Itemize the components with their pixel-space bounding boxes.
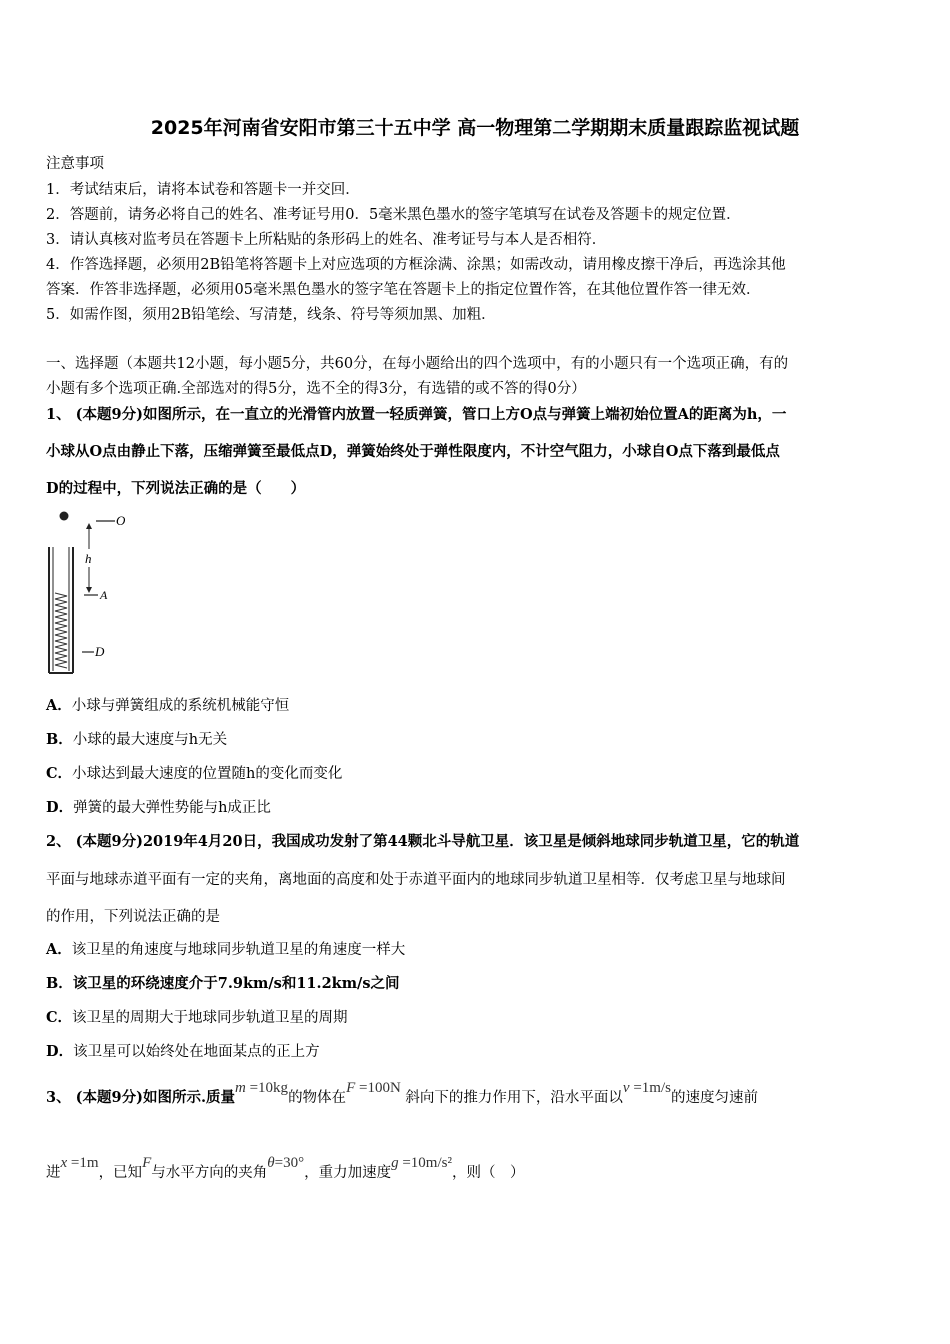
q2-option-c: C．该卫星的周期大于地球同步轨道卫星的周期 (46, 1009, 348, 1026)
notice-item: 2．答题前，请务必将自己的姓名、准考证号用0．5毫米黑色墨水的签字笔填写在试卷及答题卡的规定位置． (46, 207, 741, 223)
question-2-text: 2、 (本题9分)2019年4月20日，我国成功发射了第44颗北斗导航卫星．该卫星是倾斜地球同步轨道卫星，它的轨道 (46, 833, 800, 850)
angle-expression: θ=30° (267, 1155, 305, 1171)
question-1-text: 1、 (本题9分)如图所示，在一直立的光滑管内放置一轻质弹簧，管口上方O点与弹簧上端初始位置A的距离为h，一 (46, 406, 787, 423)
question-1-text: D的过程中，下列说法正确的是（ ） (46, 480, 306, 497)
q2-option-a: A．该卫星的角速度与地球同步轨道卫星的角速度一样大 (46, 941, 406, 958)
mass-expression: m =10kg (235, 1080, 289, 1096)
label-o: O (116, 513, 125, 528)
gravity-expression: g =10m/s² (391, 1155, 452, 1171)
question-3-line-2: 进x =1m，已知F与水平方向的夹角θ=30°，重力加速度g =10m/s²，则（ ） (46, 1155, 525, 1181)
section-instructions: 一、选择题（本题共12小题，每小题5分，共60分，在每小题给出的四个选项中，有的小题只有一个选项正确，有的 (46, 356, 789, 372)
spring-tube-figure (40, 505, 125, 677)
question-1-text: 小球从O点由静止下落，压缩弹簧至最低点D，弹簧始终处于弹性限度内，不计空气阻力，小球自O点下落到最低点 (46, 443, 780, 460)
spring-coil (55, 593, 67, 668)
force-expression: F =100N (346, 1080, 401, 1096)
notice-item: 1．考试结束后，请将本试卷和答题卡一并交回． (46, 182, 360, 198)
section-instructions: 小题有多个选项正确.全部选对的得5分，选不全的得3分，有选错的或不答的得0分） (46, 381, 586, 397)
label-a: A (100, 588, 108, 602)
notice-heading: 注意事项 (46, 156, 104, 172)
q1-option-b: B．小球的最大速度与h无关 (46, 731, 228, 748)
notice-item: 3．请认真核对监考员在答题卡上所粘贴的条形码上的姓名、准考证号与本人是否相符． (46, 232, 607, 248)
notice-item: 5．如需作图，须用2B铅笔绘、写清楚，线条、符号等须加黑、加粗． (46, 307, 496, 323)
q2-option-b: B．该卫星的环绕速度介于7.9km/s和11.2km/s之间 (46, 975, 400, 992)
q2-option-d: D．该卫星可以始终处在地面某点的正上方 (46, 1043, 320, 1060)
velocity-expression: v =1m/s (622, 1080, 671, 1096)
force-symbol: F (142, 1155, 152, 1171)
page-title: 2025年河南省安阳市第三十五中学 高一物理第二学期期末质量跟踪监视试题 (150, 117, 800, 139)
label-h: h (85, 551, 92, 566)
ball-icon (60, 512, 69, 521)
notice-item: 4．作答选择题，必须用2B铅笔将答题卡上对应选项的方框涂满、涂黑；如需改动，请用橡皮擦干净后，再选涂其他 (46, 257, 786, 273)
q1-option-d: D．弹簧的最大弹性势能与h成正比 (46, 799, 271, 816)
question-2-text: 平面与地球赤道平面有一定的夹角，离地面的高度和处于赤道平面内的地球同步轨道卫星相等．仅考虑卫星与地球间 (46, 872, 786, 888)
q1-option-c: C．小球达到最大速度的位置随h的变化而变化 (46, 765, 343, 782)
distance-expression: x =1m (60, 1155, 99, 1171)
label-d: D (95, 644, 105, 659)
q1-option-a: A．小球与弹簧组成的系统机械能守恒 (46, 697, 290, 714)
question-3-line-1: 3、 (本题9分)如图所示.质量m =10kg的物体在F =100N 斜向下的推力作用下，沿水平面以v =1m/s的速度匀速前 (46, 1080, 758, 1106)
question-2-text: 的作用，下列说法正确的是 (46, 909, 220, 925)
notice-item: 答案．作答非选择题，必须用05毫米黑色墨水的签字笔在答题卡上的指定位置作答，在其他位置作答一律无效． (46, 282, 761, 298)
